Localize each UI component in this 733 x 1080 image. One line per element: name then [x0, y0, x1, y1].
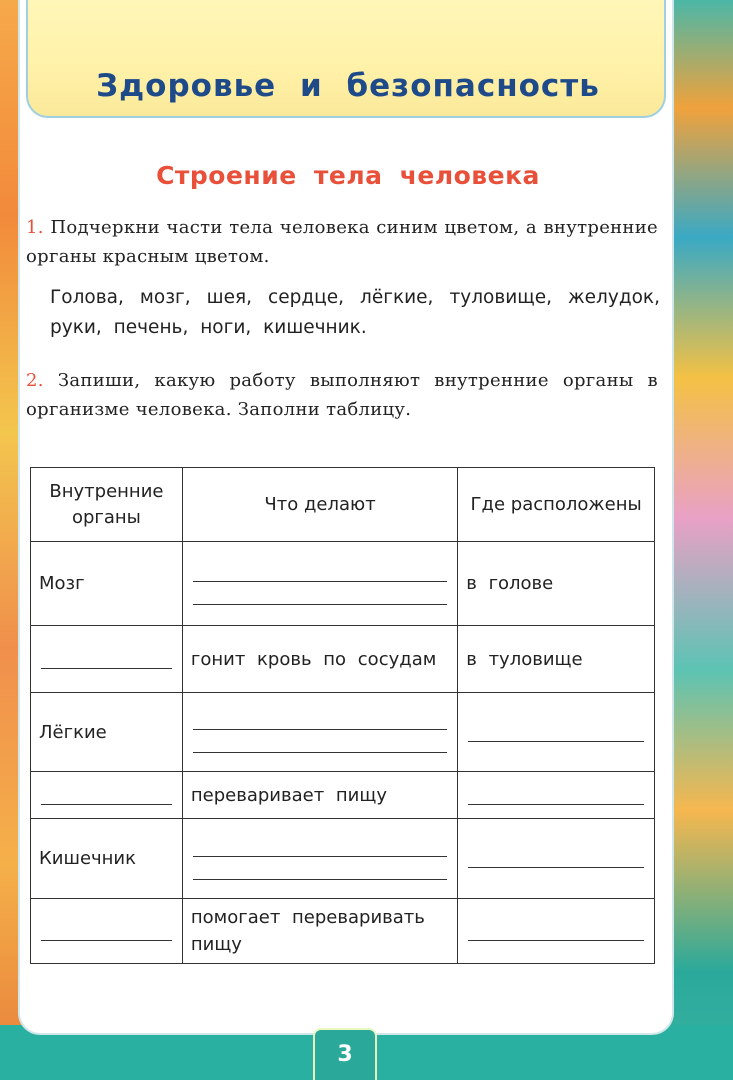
answer-line[interactable] [468, 723, 644, 742]
section-title: Здоровье и безопасность [96, 68, 600, 104]
location-cell-blank[interactable] [458, 772, 655, 819]
task-1-word-list[interactable]: Голова, мозг, шея, сердце, лёгкие, туловище, желудок, руки, печень, ноги, кишечник. [50, 287, 660, 338]
location-cell-blank[interactable] [458, 899, 655, 964]
function-cell: помогает переваривать пищу [182, 899, 457, 964]
header-function: Что делают [182, 468, 457, 542]
task-2 [26, 366, 658, 424]
answer-line[interactable] [193, 563, 447, 582]
table-row [31, 626, 655, 693]
location-cell-blank[interactable] [458, 819, 655, 899]
function-cell-blank[interactable] [182, 542, 457, 626]
answer-line[interactable] [41, 650, 172, 669]
table-row [31, 899, 655, 964]
lesson-title: Строение тела человека [156, 161, 540, 190]
table-row [31, 693, 655, 772]
location-cell-blank[interactable] [458, 693, 655, 772]
organ-cell: Кишечник [31, 819, 183, 899]
table-row [31, 819, 655, 899]
answer-line[interactable] [193, 838, 447, 857]
organ-cell-blank[interactable] [31, 899, 183, 964]
task-1 [26, 213, 658, 271]
table-row [31, 542, 655, 626]
function-cell-blank[interactable] [182, 693, 457, 772]
table-header-row [31, 468, 655, 542]
task-1-text: Подчеркни части тела человека синим цветом, а внутренние органы красным цветом. [26, 217, 658, 267]
answer-line[interactable] [468, 922, 644, 941]
page-number: 3 [313, 1028, 377, 1080]
function-cell: гонит кровь по сосудам [182, 626, 457, 693]
organ-cell: Лёгкие [31, 693, 183, 772]
location-cell: в голове [458, 542, 655, 626]
answer-line[interactable] [41, 786, 172, 805]
answer-line[interactable] [41, 922, 172, 941]
task-1-number: 1. [26, 217, 44, 238]
answer-line[interactable] [468, 786, 644, 805]
organ-cell: Мозг [31, 542, 183, 626]
task-2-number: 2. [26, 370, 44, 391]
organ-cell-blank[interactable] [31, 772, 183, 819]
organ-cell-blank[interactable] [31, 626, 183, 693]
answer-line[interactable] [468, 849, 644, 868]
header-location: Где расположены [458, 468, 655, 542]
answer-line[interactable] [193, 857, 447, 880]
answer-line[interactable] [193, 730, 447, 753]
table-row [31, 772, 655, 819]
answer-line[interactable] [193, 711, 447, 730]
answer-line[interactable] [193, 582, 447, 605]
function-cell: переваривает пищу [182, 772, 457, 819]
header-organs: Внутренние органы [31, 468, 183, 542]
location-cell: в туловище [458, 626, 655, 693]
organs-table [30, 467, 655, 964]
task-2-text: Запиши, какую работу выполняют внутренние органы в организме человека. Заполни таблицу. [26, 370, 658, 420]
function-cell-blank[interactable] [182, 819, 457, 899]
